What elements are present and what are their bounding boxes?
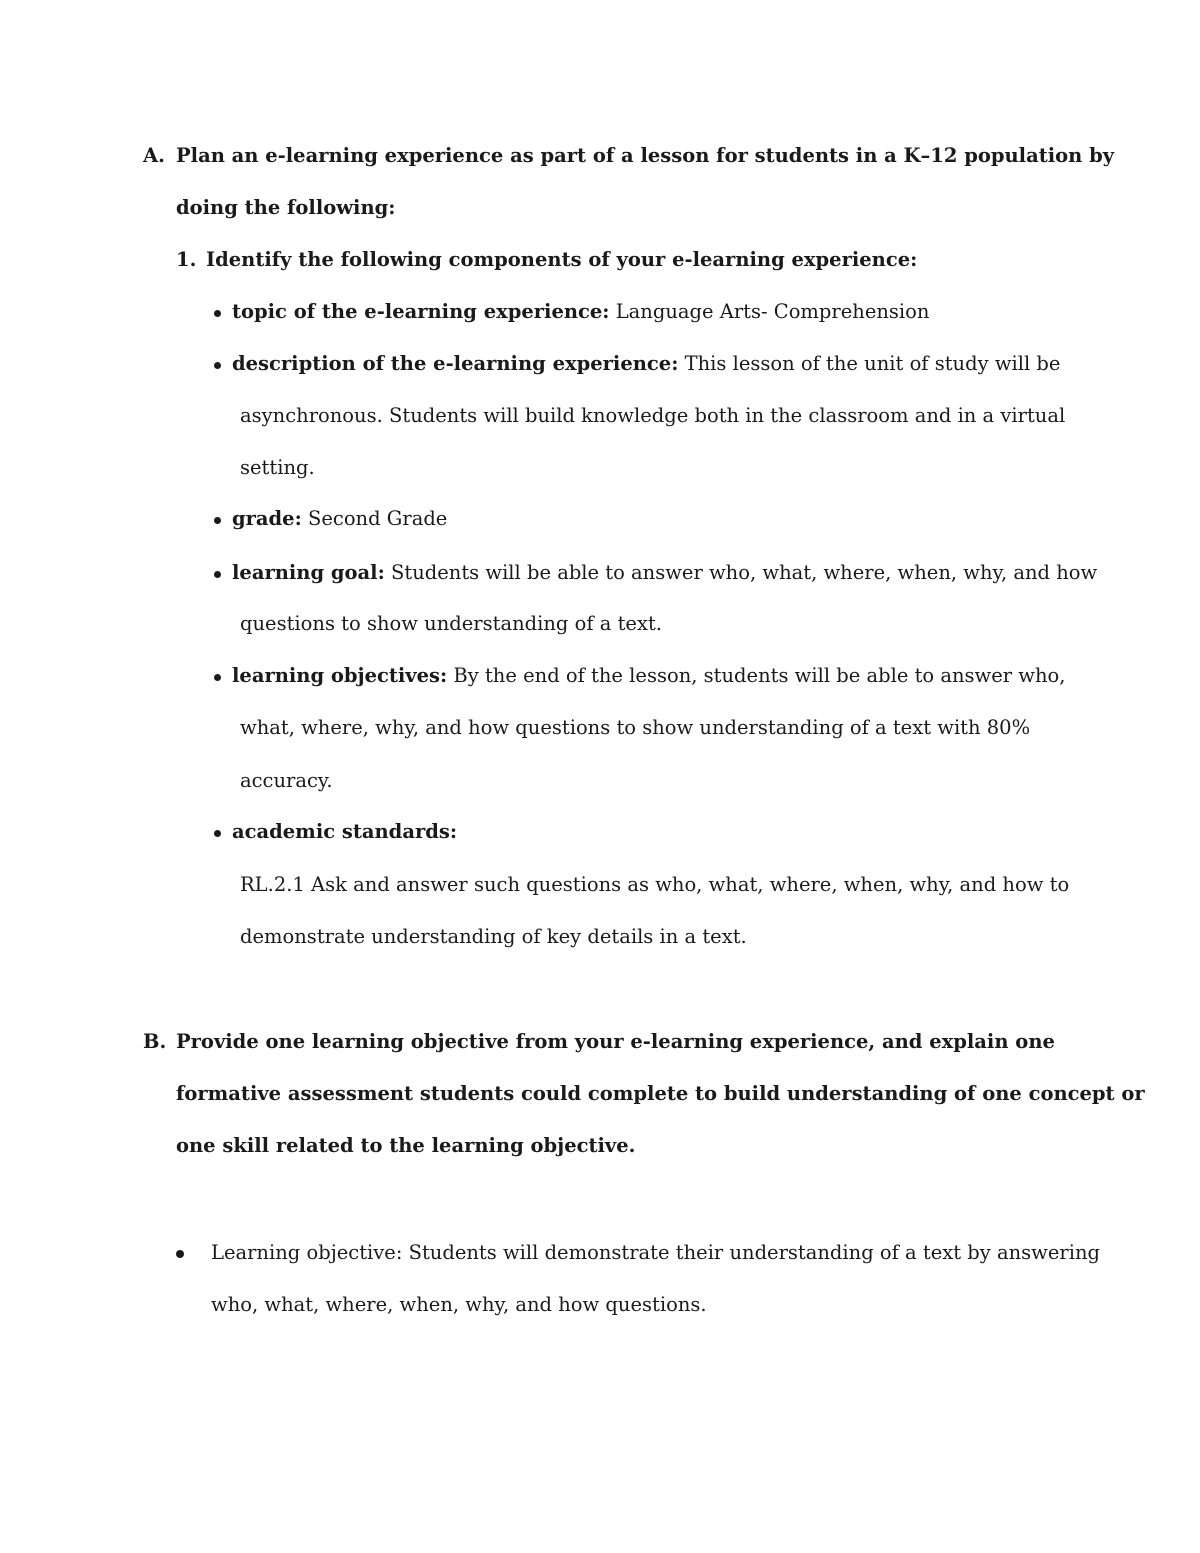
section-a-heading-line2: doing the following: xyxy=(176,196,396,219)
bullet-dot-icon xyxy=(214,571,221,578)
bullet-grade-label: grade: xyxy=(232,507,302,530)
bullet-dot-icon xyxy=(214,362,221,369)
bullet-objectives-value-line3: accuracy. xyxy=(240,769,333,792)
bullet-dot-icon xyxy=(176,1250,184,1258)
bullet-goal-value-line2: questions to show understanding of a text. xyxy=(240,612,662,635)
bullet-grade-value: Second Grade xyxy=(301,507,448,530)
bullet-goal-label: learning goal: xyxy=(232,561,385,584)
bullet-goal xyxy=(232,560,1097,586)
bullet-dot-icon xyxy=(214,830,221,837)
section-b-bullet-line2: who, what, where, when, why, and how questions. xyxy=(211,1293,707,1316)
bullet-objectives-value-line1: By the end of the lesson, students will be able to answer who, xyxy=(447,664,1066,687)
bullet-grade xyxy=(232,506,447,532)
bullet-description xyxy=(232,351,1060,377)
bullet-standards-label: academic standards: xyxy=(232,820,458,843)
bullet-dot-icon xyxy=(214,674,221,681)
item-1-marker: 1. xyxy=(176,248,197,271)
section-a-heading-line1: Plan an e-learning experience as part of a lesson for students in a K–12 population by xyxy=(176,144,1115,167)
section-b-heading-line3: one skill related to the learning objective. xyxy=(176,1134,636,1157)
section-b-bullet-line1: Learning objective: Students will demonstrate their understanding of a text by answering xyxy=(211,1241,1101,1264)
bullet-standards-value-line2: demonstrate understanding of key details in a text. xyxy=(240,925,747,948)
section-b-heading-line1: Provide one learning objective from your e-learning experience, and explain one xyxy=(176,1030,1055,1053)
bullet-dot-icon xyxy=(214,517,221,524)
bullet-description-value-line2: asynchronous. Students will build knowledge both in the classroom and in a virtual xyxy=(240,404,1066,427)
item-1-text: Identify the following components of your e-learning experience: xyxy=(206,248,918,271)
section-a-marker: A. xyxy=(143,144,165,167)
section-b-heading-line2: formative assessment students could complete to build understanding of one concept or xyxy=(176,1082,1145,1105)
bullet-topic-label: topic of the e-learning experience: xyxy=(232,300,610,323)
bullet-standards-value-line1: RL.2.1 Ask and answer such questions as who, what, where, when, why, and how to xyxy=(240,873,1070,896)
bullet-topic-value: Language Arts- Comprehension xyxy=(609,300,930,323)
section-b-marker: B. xyxy=(143,1030,167,1053)
bullet-description-value-line3: setting. xyxy=(240,456,315,479)
bullet-description-label: description of the e-learning experience: xyxy=(232,352,679,375)
bullet-objectives xyxy=(232,663,1066,689)
bullet-dot-icon xyxy=(214,310,221,317)
bullet-goal-value-line1: Students will be able to answer who, what, where, when, why, and how xyxy=(384,561,1098,584)
bullet-description-value-line1: This lesson of the unit of study will be xyxy=(678,352,1061,375)
bullet-objectives-value-line2: what, where, why, and how questions to show understanding of a text with 80% xyxy=(240,716,1031,739)
bullet-objectives-label: learning objectives: xyxy=(232,664,448,687)
bullet-topic xyxy=(232,299,929,325)
